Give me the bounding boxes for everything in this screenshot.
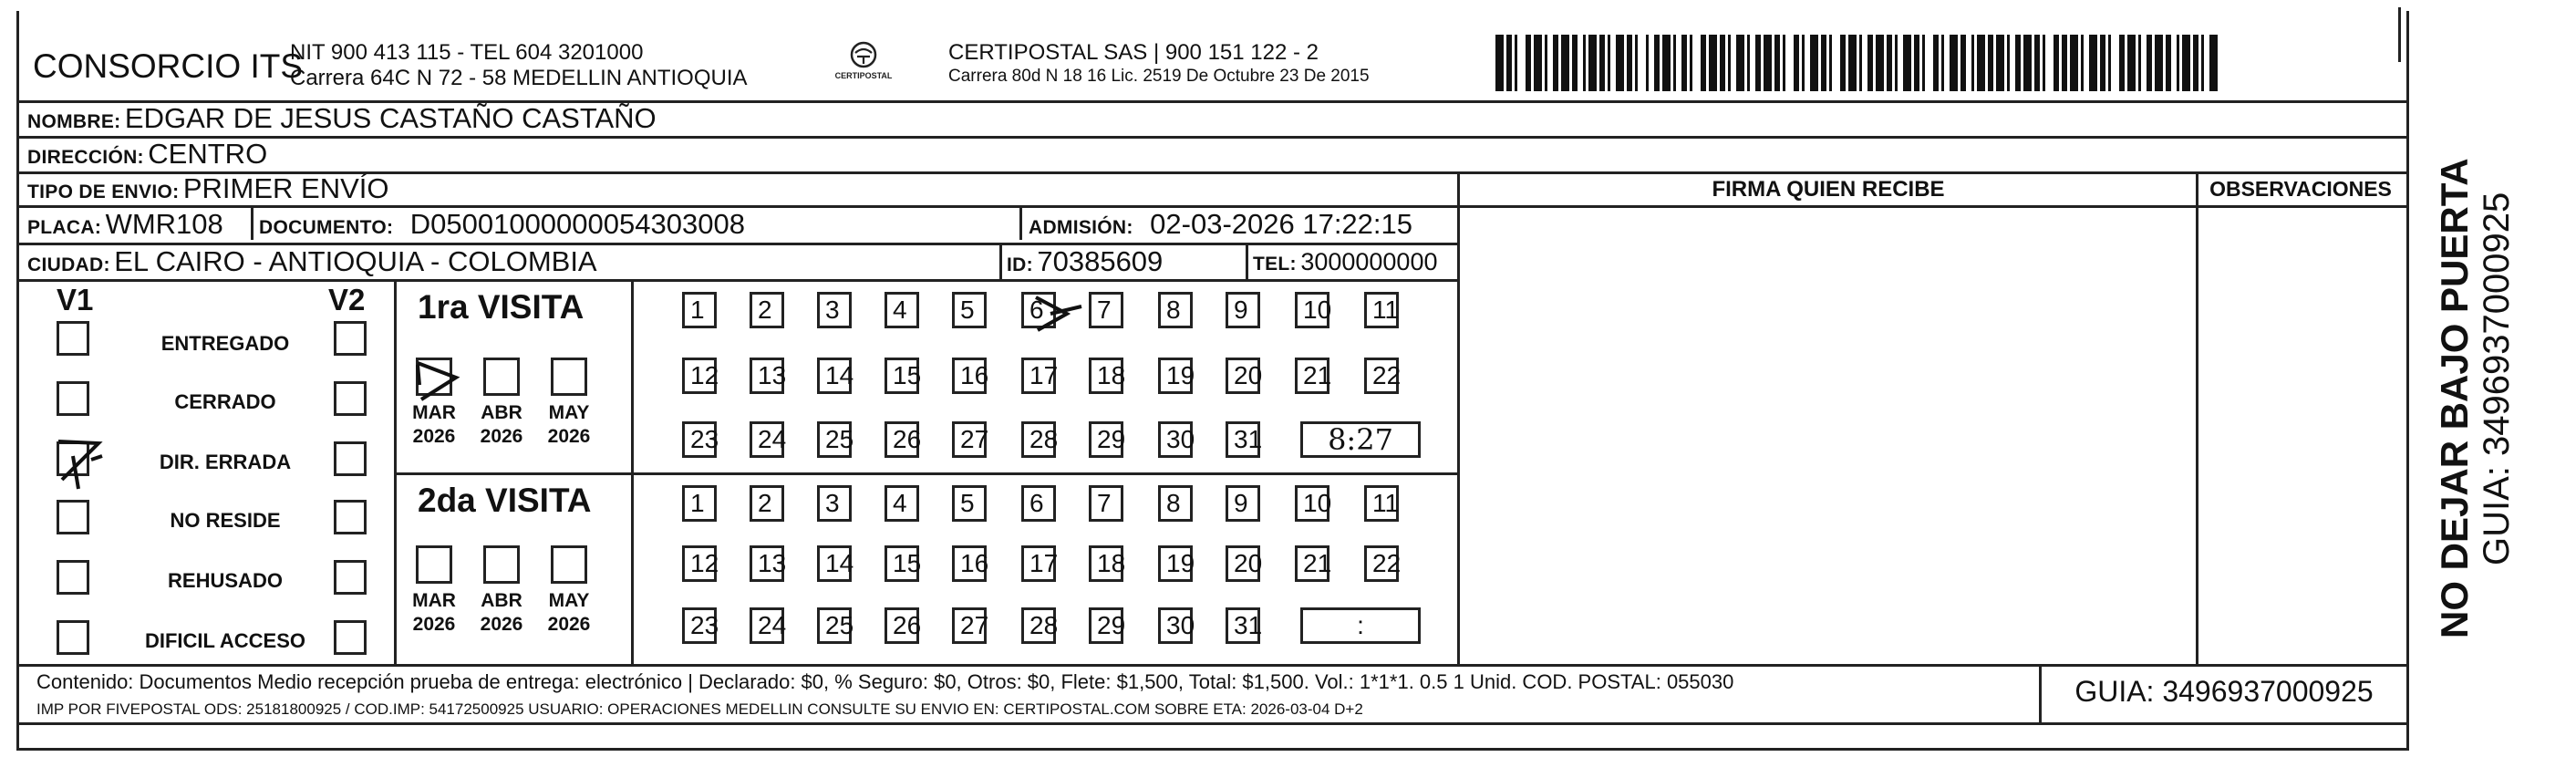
barcode-bar	[2119, 35, 2125, 91]
col-divider	[999, 243, 1002, 279]
visit2-day-16-box[interactable]: 16	[952, 545, 987, 582]
visit1-day-22-box[interactable]: 22	[1364, 358, 1399, 394]
barcode-bar	[1572, 35, 1578, 91]
visit1-time-box[interactable]: 8:27	[1300, 421, 1421, 458]
barcode-bar	[2054, 35, 2059, 91]
barcode-bar	[1526, 35, 1531, 91]
barcode-bar	[1960, 35, 1966, 91]
direccion-value: CENTRO	[148, 138, 268, 170]
footer-col-divider	[2039, 664, 2042, 722]
barcode-bar	[1690, 35, 1692, 91]
visit1-day-12-box[interactable]: 12	[682, 358, 717, 394]
barcode-bar	[1821, 35, 1826, 91]
visit2-day-24-box[interactable]: 24	[750, 607, 784, 644]
barcode-bar	[1599, 35, 1605, 91]
visit2-time-box[interactable]: :	[1300, 607, 1421, 644]
visit1-year-label: 2026	[480, 426, 523, 447]
visit2-month-may-checkbox[interactable]	[551, 545, 587, 584]
barcode-bar	[2209, 35, 2218, 91]
v2-cerrado-checkbox[interactable]	[334, 381, 367, 416]
v1-cerrado-checkbox[interactable]	[57, 381, 89, 416]
visit1-title: 1ra VISITA	[418, 288, 585, 326]
visit-row-divider	[394, 472, 1457, 475]
firma-header: FIRMA QUIEN RECIBE	[1712, 177, 1945, 202]
v2-entregado-checkbox[interactable]	[334, 321, 367, 356]
company-nit: NIT 900 413 115 - TEL 604 3201000	[290, 40, 644, 65]
barcode-bar	[1681, 35, 1687, 91]
visit1-day-16-box[interactable]: 16	[952, 358, 987, 394]
visit2-day-28-box[interactable]: 28	[1021, 607, 1056, 644]
barcode-bar	[2108, 35, 2111, 91]
barcode-bar	[1588, 35, 1597, 91]
barcode-bar	[2155, 35, 2163, 91]
visit2-year-label: 2026	[547, 614, 591, 635]
col-divider	[251, 205, 253, 240]
ciudad-row	[27, 245, 597, 277]
col-divider	[1246, 243, 1248, 279]
visit1-day-25-box[interactable]: 25	[817, 421, 852, 458]
visit1-day-14-box[interactable]: 14	[817, 358, 852, 394]
visit1-day-4-box[interactable]: 4	[885, 292, 919, 328]
admision-label: ADMISIÓN:	[1029, 217, 1133, 238]
visit2-day-8-box[interactable]: 8	[1158, 485, 1193, 522]
barcode-bar	[1867, 35, 1873, 91]
barcode-bar	[1859, 35, 1862, 91]
barcode-bar	[1794, 35, 1799, 91]
visit1-day-17-box[interactable]: 17	[1021, 358, 1056, 394]
barcode-bar	[1764, 35, 1772, 91]
footer-guia: GUIA: 3496937000925	[2074, 675, 2374, 708]
barcode-bar	[1903, 35, 1911, 91]
footer-print-line: IMP POR FIVEPOSTAL ODS: 25181800925 / COD.IMP: 54172500925 USUARIO: OPERACIONES MEDELLIN CONSULTE SU ENVIO EN: CERTIPOSTAL.COM SOBRE ETA: 2026-03-04 D+2	[36, 700, 1363, 718]
observaciones-column-divider	[2196, 171, 2198, 664]
barcode-bar	[2177, 35, 2179, 91]
barcode-bar	[1810, 35, 1818, 91]
tipo-value: PRIMER ENVÍO	[182, 172, 389, 204]
visit1-day-10-box[interactable]: 10	[1295, 292, 1329, 328]
v2-dificil-acceso-checkbox[interactable]	[334, 620, 367, 655]
visit2-day-23-box[interactable]: 23	[682, 607, 717, 644]
barcode-bar	[2193, 35, 2198, 91]
visit2-day-29-box[interactable]: 29	[1089, 607, 1123, 644]
tel-field	[1253, 245, 1437, 277]
status-label-dificil-acceso: DIFICIL ACCESO	[144, 629, 305, 652]
placa-value: WMR108	[105, 208, 223, 240]
barcode-bar	[1977, 35, 1985, 91]
tel-value: 3000000000	[1300, 248, 1438, 275]
visit1-day-18-box[interactable]: 18	[1089, 358, 1123, 394]
logo-wordmark: CERTIPOSTAL	[834, 71, 893, 80]
barcode-bar	[2081, 35, 2084, 91]
status-label-rehusado: REHUSADO	[168, 569, 283, 592]
visit1-day-27-box[interactable]: 27	[952, 421, 987, 458]
visit1-day-2-box[interactable]: 2	[750, 292, 784, 328]
barcode-bar	[1876, 35, 1884, 91]
visit2-day-14-box[interactable]: 14	[817, 545, 852, 582]
direccion-label: DIRECCIÓN:	[27, 147, 144, 168]
barcode-bar	[1996, 35, 2004, 91]
barcode-bar	[1887, 35, 1892, 91]
visit1-year-label: 2026	[547, 426, 591, 447]
visit2-month-abr-checkbox[interactable]	[483, 545, 520, 584]
visit1-day-31-box[interactable]: 31	[1226, 421, 1260, 458]
visit2-month-label: MAR	[412, 590, 456, 611]
barcode-bar	[1553, 35, 1558, 91]
barcode-bar	[1701, 35, 1706, 91]
status-label-no-reside: NO RESIDE	[170, 509, 281, 532]
visit1-day-20-box[interactable]: 20	[1226, 358, 1260, 394]
visit2-day-6-box[interactable]: 6	[1021, 485, 1056, 522]
visit1-day-8-box[interactable]: 8	[1158, 292, 1193, 328]
visit2-day-22-box[interactable]: 22	[1364, 545, 1399, 582]
status-label-dir-errada: DIR. ERRADA	[159, 451, 292, 473]
nombre-row	[27, 102, 657, 134]
visit2-day-2-box[interactable]: 2	[750, 485, 784, 522]
visit2-day-10-box[interactable]: 10	[1295, 485, 1329, 522]
direccion-row	[27, 138, 267, 170]
barcode-bar	[2100, 35, 2105, 91]
barcode-bar	[1971, 35, 1974, 91]
barcode-bar	[1646, 35, 1649, 91]
v2-dir-errada-checkbox[interactable]	[334, 441, 367, 476]
visit2-year-label: 2026	[480, 614, 523, 635]
barcode-bar	[1728, 35, 1731, 91]
visit1-month-label: MAY	[548, 402, 590, 423]
visit1-day-30-box[interactable]: 30	[1158, 421, 1193, 458]
barcode-bar	[2127, 35, 2136, 91]
barcode-bar	[1506, 35, 1512, 91]
barcode-bar	[2138, 35, 2141, 91]
barcode-bar	[1848, 35, 1857, 91]
visit2-day-4-box[interactable]: 4	[885, 485, 919, 522]
side-guia: GUIA: 3496937000925	[2477, 192, 2517, 565]
barcode-bar	[1561, 35, 1569, 91]
observaciones-header: OBSERVACIONES	[2209, 177, 2392, 201]
visit2-day-7-box[interactable]: 7	[1089, 485, 1123, 522]
visit2-year-label: 2026	[412, 614, 456, 635]
barcode-bar	[2147, 35, 2152, 91]
visit2-day-3-box[interactable]: 3	[817, 485, 852, 522]
v1-rehusado-checkbox[interactable]	[57, 560, 89, 595]
barcode-bar	[1616, 35, 1624, 91]
barcode-bar	[2166, 35, 2171, 91]
visit2-title: 2da VISITA	[418, 482, 592, 519]
status-label-entregado: ENTREGADO	[160, 332, 290, 355]
v2-label: V2	[328, 283, 366, 316]
visit1-day-26-box[interactable]: 26	[885, 421, 919, 458]
footer-content-line: Contenido: Documentos Medio recepción prueba de entrega: electrónico | Declarado: $0, % Seguro: $0, Otros: $0, Flete: $1,500, Total: $1,500. Vol.: 1*1*1. 0.5 1 Unid. COD. POSTAL: 055030	[36, 670, 1734, 693]
status-divider	[394, 279, 397, 664]
visit1-day-21-box[interactable]: 21	[1295, 358, 1329, 394]
bottom-border	[16, 722, 2406, 725]
barcode-bar	[1914, 35, 1919, 91]
company-name: CONSORCIO ITS	[33, 47, 304, 85]
col-divider	[1019, 205, 1022, 240]
barcode-bar	[1627, 35, 1632, 91]
visit1-year-label: 2026	[412, 426, 456, 447]
barcode-bar	[1895, 35, 1898, 91]
v1-dir-errada-checkbox[interactable]	[57, 441, 89, 476]
v2-rehusado-checkbox[interactable]	[334, 560, 367, 595]
barcode-bar	[1515, 35, 1517, 91]
barcode-bar	[1545, 35, 1547, 91]
side-warning: NO DEJAR BAJO PUERTA	[2433, 158, 2476, 638]
barcode-bar	[2023, 35, 2032, 91]
barcode-bar	[2182, 35, 2190, 91]
ciudad-value: EL CAIRO - ANTIOQUIA - COLOMBIA	[114, 245, 597, 277]
barcode-bar	[1783, 35, 1785, 91]
barcode-bar	[1635, 35, 1638, 91]
visit1-month-abr-checkbox[interactable]	[483, 358, 520, 396]
v1-label: V1	[57, 283, 94, 316]
courier-license: Carrera 80d N 18 16 Lic. 2519 De Octubre 23 De 2015	[948, 67, 1370, 86]
footer-divider	[16, 664, 2406, 667]
id-field	[1007, 245, 1163, 277]
barcode-bar	[1933, 35, 1939, 91]
nombre-value: EDGAR DE JESUS CASTAÑO CASTAÑO	[124, 102, 657, 134]
visit2-day-26-box[interactable]: 26	[885, 607, 919, 644]
documento-label: DOCUMENTO:	[259, 217, 394, 238]
documento-field	[259, 208, 745, 240]
visit2-day-20-box[interactable]: 20	[1226, 545, 1260, 582]
barcode-bar	[1608, 35, 1610, 91]
barcode-bar	[2034, 35, 2040, 91]
visit1-day-13-box[interactable]: 13	[750, 358, 784, 394]
company-address: Carrera 64C N 72 - 58 MEDELLIN ANTIOQUIA	[290, 66, 748, 90]
row-divider	[16, 136, 2406, 139]
v1-dificil-acceso-checkbox[interactable]	[57, 620, 89, 655]
firma-signature-area	[1461, 208, 2194, 662]
visit1-day-5-box[interactable]: 5	[952, 292, 987, 328]
barcode-bar	[1654, 35, 1660, 91]
nombre-label: NOMBRE:	[27, 111, 121, 132]
visit2-day-27-box[interactable]: 27	[952, 607, 987, 644]
courier-nit: CERTIPOSTAL SAS | 900 151 122 - 2	[948, 40, 1319, 65]
visit1-day-23-box[interactable]: 23	[682, 421, 717, 458]
barcode-bar	[1534, 35, 1542, 91]
admision-field	[1029, 208, 1412, 240]
visit2-day-5-box[interactable]: 5	[952, 485, 987, 522]
firma-column-divider	[1457, 171, 1460, 664]
barcode-bar	[1583, 35, 1586, 91]
visit2-day-25-box[interactable]: 25	[817, 607, 852, 644]
visit2-month-mar-checkbox[interactable]	[416, 545, 452, 584]
visit1-day-19-box[interactable]: 19	[1158, 358, 1193, 394]
visit2-day-15-box[interactable]: 15	[885, 545, 919, 582]
visit2-day-30-box[interactable]: 30	[1158, 607, 1193, 644]
visit2-day-9-box[interactable]: 9	[1226, 485, 1260, 522]
barcode-bar	[1802, 35, 1805, 91]
v1-no-reside-checkbox[interactable]	[57, 500, 89, 534]
top-right-mark	[2398, 7, 2401, 62]
barcode-bar	[1941, 35, 1944, 91]
placa-label: PLACA:	[27, 217, 102, 238]
visit1-day-7-box[interactable]: 7	[1089, 292, 1123, 328]
visit2-day-1-box[interactable]: 1	[682, 485, 717, 522]
barcode	[1495, 35, 2220, 91]
v2-no-reside-checkbox[interactable]	[334, 500, 367, 534]
status-label-cerrado: CERRADO	[174, 390, 276, 413]
barcode-bar	[1662, 35, 1671, 91]
visit-divider	[631, 279, 634, 664]
barcode-bar	[1709, 35, 1717, 91]
visit1-day-15-box[interactable]: 15	[885, 358, 919, 394]
barcode-bar	[1829, 35, 1832, 91]
admision-value: 02-03-2026 17:22:15	[1150, 208, 1413, 240]
id-value: 70385609	[1037, 245, 1164, 277]
barcode-bar	[2015, 35, 2021, 91]
barcode-bar	[1495, 35, 1504, 91]
visit2-day-11-box[interactable]: 11	[1364, 485, 1399, 522]
barcode-bar	[2070, 35, 2078, 91]
barcode-bar	[1673, 35, 1676, 91]
v1-entregado-checkbox[interactable]	[57, 321, 89, 356]
visit2-day-31-box[interactable]: 31	[1226, 607, 1260, 644]
barcode-bar	[1755, 35, 1761, 91]
visit2-day-17-box[interactable]: 17	[1021, 545, 1056, 582]
barcode-bar	[2043, 35, 2045, 91]
visit1-month-may-checkbox[interactable]	[551, 358, 587, 396]
certipostal-logo	[832, 38, 895, 86]
barcode-bar	[2089, 35, 2097, 91]
visit2-day-18-box[interactable]: 18	[1089, 545, 1123, 582]
placa-row	[27, 208, 223, 240]
barcode-bar	[2007, 35, 2010, 91]
visit1-day-9-box[interactable]: 9	[1226, 292, 1260, 328]
courier-info	[948, 40, 1370, 88]
visit1-day-29-box[interactable]: 29	[1089, 421, 1123, 458]
row-divider	[16, 279, 1457, 282]
tipo-label: TIPO DE ENVIO:	[27, 181, 180, 202]
visit2-month-label: ABR	[481, 590, 522, 611]
visit1-month-label: MAR	[412, 402, 456, 423]
visit1-day-11-box[interactable]: 11	[1364, 292, 1399, 328]
visit1-day-28-box[interactable]: 28	[1021, 421, 1056, 458]
barcode-bar	[2062, 35, 2067, 91]
visit2-month-label: MAY	[548, 590, 590, 611]
documento-value: D05001000000054303008	[409, 208, 745, 240]
id-label: ID:	[1007, 254, 1033, 275]
barcode-bar	[1720, 35, 1725, 91]
tipo-row	[27, 173, 389, 204]
visit2-day-12-box[interactable]: 12	[682, 545, 717, 582]
visit1-day-1-box[interactable]: 1	[682, 292, 717, 328]
barcode-bar	[1774, 35, 1780, 91]
visit1-day-3-box[interactable]: 3	[817, 292, 852, 328]
visit1-month-label: ABR	[481, 402, 522, 423]
barcode-bar	[1922, 35, 1925, 91]
barcode-bar	[1950, 35, 1958, 91]
visit1-day-6-box[interactable]: 6	[1021, 292, 1056, 328]
barcode-bar	[1736, 35, 1744, 91]
ciudad-label: CIUDAD:	[27, 254, 110, 275]
visit1-day-24-box[interactable]: 24	[750, 421, 784, 458]
barcode-bar	[1840, 35, 1846, 91]
visit2-day-21-box[interactable]: 21	[1295, 545, 1329, 582]
visit2-day-13-box[interactable]: 13	[750, 545, 784, 582]
tel-label: TEL:	[1253, 254, 1297, 275]
observaciones-area	[2199, 208, 2402, 662]
barcode-bar	[1747, 35, 1750, 91]
visit2-day-19-box[interactable]: 19	[1158, 545, 1193, 582]
visit1-month-mar-checkbox[interactable]	[416, 358, 452, 396]
company-info	[290, 40, 748, 91]
barcode-bar	[2201, 35, 2204, 91]
barcode-bar	[1988, 35, 1993, 91]
